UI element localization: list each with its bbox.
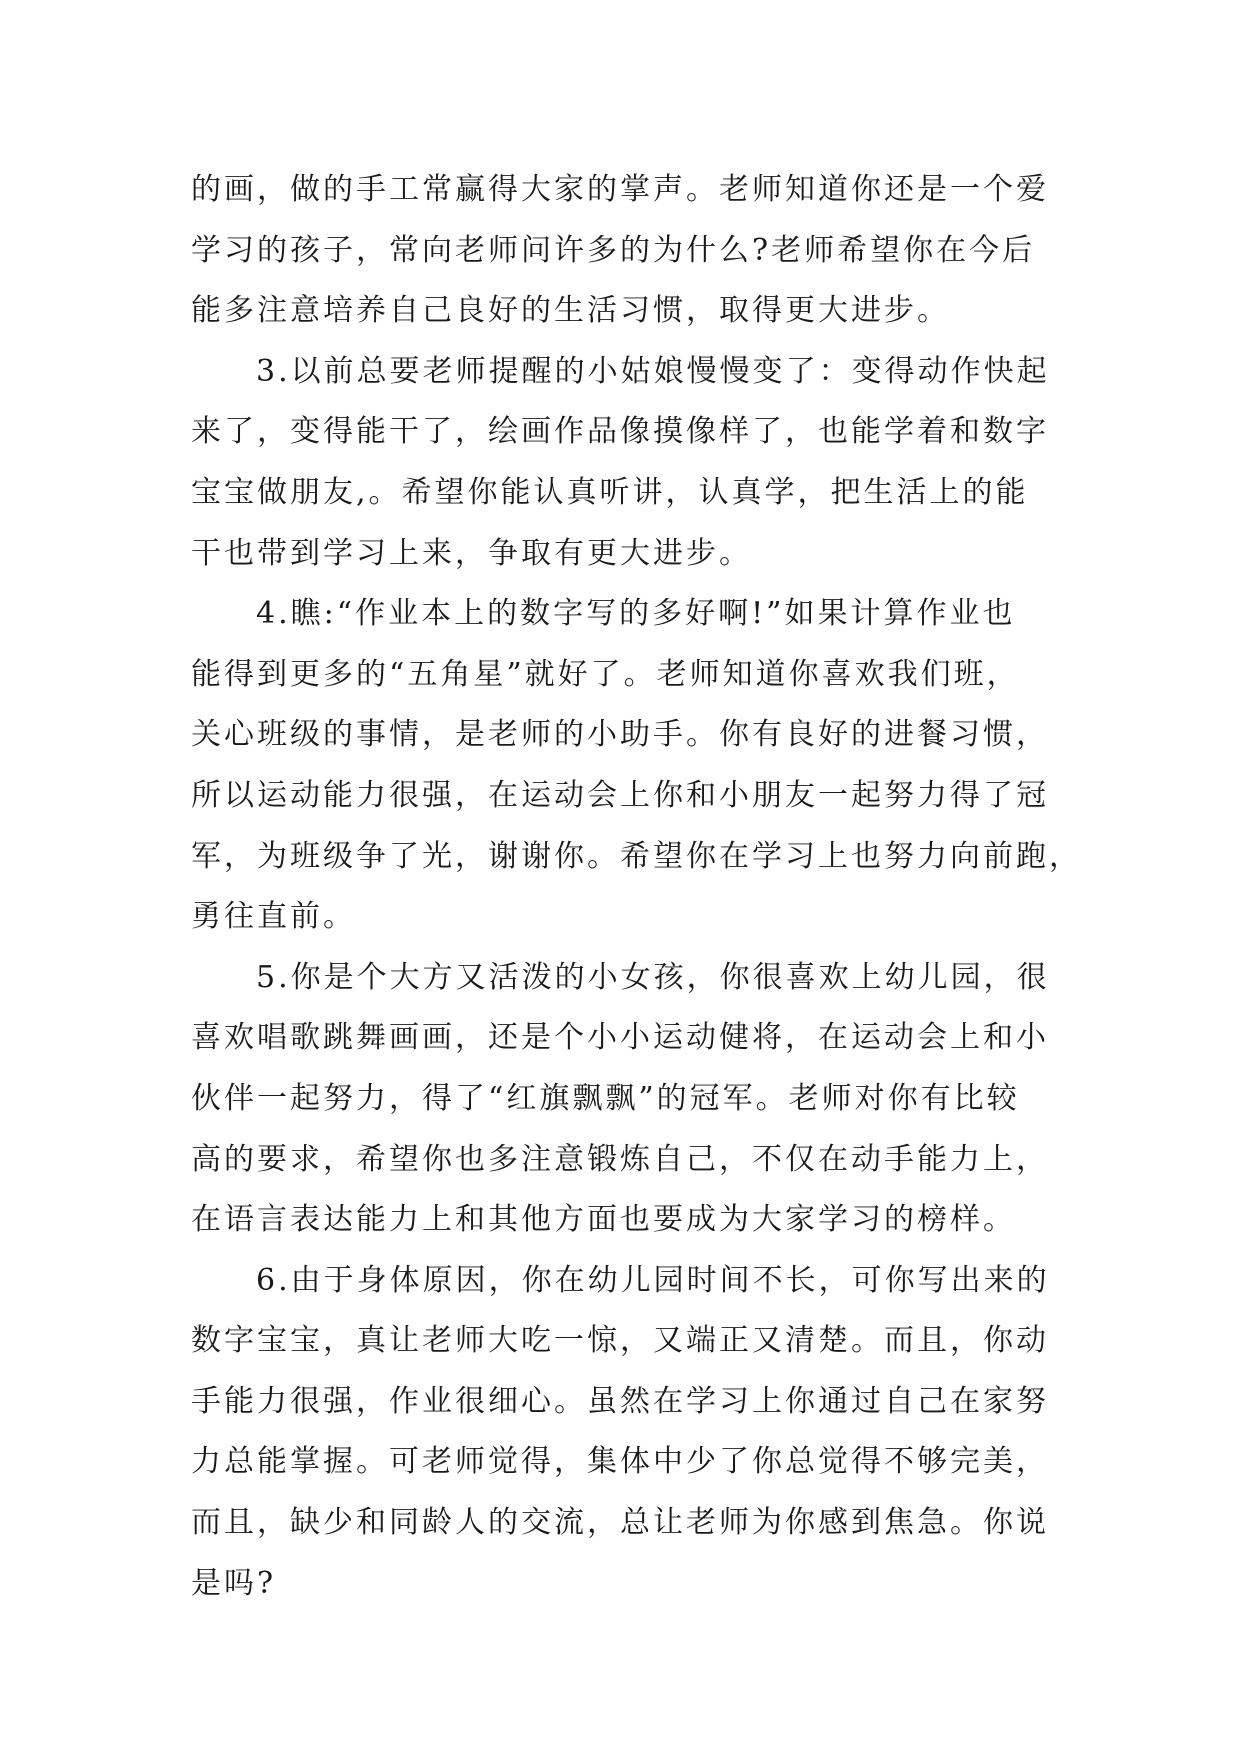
text-line: 关心班级的事情，是老师的小助手。你有良好的进餐习惯， [191, 717, 1049, 753]
text-line: 3.以前总要老师提醒的小姑娘慢慢变了：变得动作快起 [256, 353, 1050, 389]
paragraph-item-6 [191, 1251, 1051, 1615]
text-line: 能得到更多的“五角星”就好了。老师知道你喜欢我们班， [191, 656, 1020, 692]
text-line: 6.由于身体原因，你在幼儿园时间不长，可你写出来的 [256, 1262, 1050, 1298]
text-line: 喜欢唱歌跳舞画画，还是个小小运动健将，在运动会上和小 [191, 1020, 1049, 1056]
text-line: 干也带到学习上来，争取有更大进步。 [191, 535, 752, 571]
text-line: 数字宝宝，真让老师大吃一惊，又端正又清楚。而且，你动 [191, 1323, 1049, 1359]
text-line: 所以运动能力很强，在运动会上你和小朋友一起努力得了冠 [191, 777, 1049, 813]
text-line: 在语言表达能力上和其他方面也要成为大家学习的榜样。 [191, 1202, 1016, 1238]
text-line: 宝宝做朋友,。希望你能认真听讲，认真学，把生活上的能 [191, 474, 1029, 510]
text-line: 高的要求，希望你也多注意锻炼自己，不仅在动手能力上， [191, 1141, 1049, 1177]
paragraph-item-5 [191, 948, 1051, 1251]
document-page [191, 160, 1082, 1614]
text-line: 学习的孩子，常向老师问许多的为什么?老师希望你在今后 [191, 232, 1036, 268]
text-line: 力总能掌握。可老师觉得，集体中少了你总觉得不够完美， [191, 1444, 1049, 1480]
text-line: 的画，做的手工常赢得大家的掌声。老师知道你还是一个爱 [191, 172, 1049, 207]
text-line: 来了，变得能干了，绘画作品像摸像样了，也能学着和数字 [191, 414, 1049, 450]
paragraph-continued [191, 160, 1051, 342]
text-line: 是吗? [191, 1565, 277, 1601]
text-line: 手能力很强，作业很细心。虽然在学习上你通过自己在家努 [191, 1383, 1049, 1419]
text-line: 勇往直前。 [191, 899, 356, 935]
paragraph-item-3 [191, 342, 1051, 584]
text-line: 伙伴一起努力，得了“红旗飘飘”的冠军。老师对你有比较 [191, 1080, 1020, 1116]
text-line: 4.瞧:“作业本上的数字写的多好啊!”如果计算作业也 [256, 596, 1016, 632]
text-line: 而且，缺少和同龄人的交流，总让老师为你感到焦急。你说 [191, 1505, 1049, 1541]
text-line: 5.你是个大方又活泼的小女孩，你很喜欢上幼儿园，很 [256, 959, 1050, 995]
paragraph-item-4 [191, 584, 1082, 948]
text-line: 军，为班级争了光，谢谢你。希望你在学习上也努力向前跑， [191, 838, 1082, 874]
text-line: 能多注意培养自己良好的生活习惯，取得更大进步。 [191, 293, 950, 329]
